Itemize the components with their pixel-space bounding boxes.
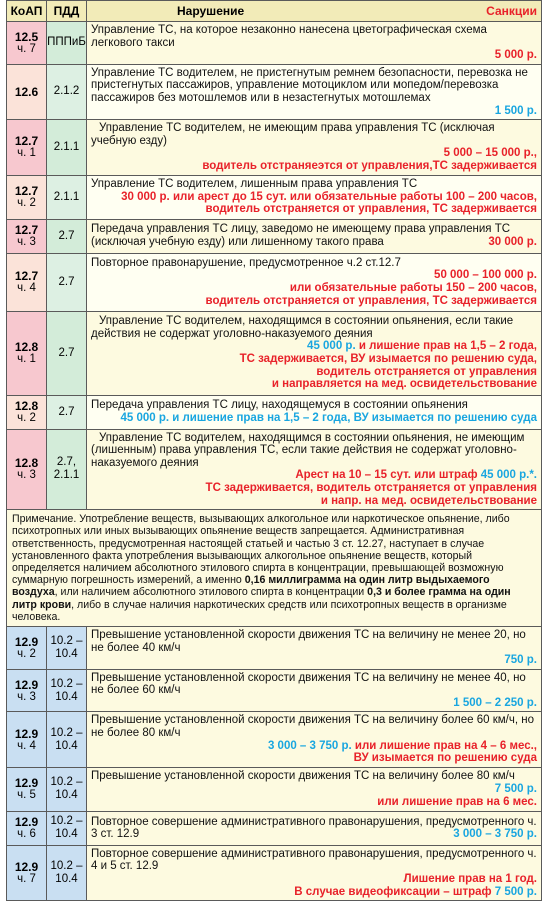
sanction-text: 7 500 р. bbox=[494, 783, 537, 796]
table-row bbox=[7, 253, 542, 311]
sanction-text: 1 500 р. bbox=[494, 104, 537, 117]
table-row bbox=[7, 811, 542, 845]
violation-text-body: Передача управления ТС лицу, заведомо не имеющему права управления ТС (исключая учебную езду) или лишенному такого права bbox=[91, 223, 511, 249]
sanction-text: водитель отстраняеэтся от управления,ТС задерживается bbox=[202, 159, 537, 172]
violation-text: Управление ТС водителем, находящимся в состоянии опьянения, не имеющим (лишенным) права управления ТС, если такие действия не содержат уголовно-наказуемого деяния bbox=[91, 431, 525, 469]
table-row bbox=[7, 767, 542, 811]
violation-text bbox=[91, 816, 537, 841]
violation-cell bbox=[87, 767, 542, 811]
violation-text: Управление ТС, на которое незаконно нанесена цветографическая схема легкового такси bbox=[91, 24, 487, 49]
sanction-text: или обязательные работы 150 – 200 часов, bbox=[289, 282, 537, 295]
sanction-text: ВУ изымается по решению суда bbox=[353, 752, 537, 765]
table-row bbox=[7, 429, 542, 510]
violation-cell bbox=[87, 311, 542, 395]
article-number: 12.7 bbox=[14, 134, 39, 149]
article-number: 12.5 bbox=[14, 29, 39, 44]
sanction-text: 30 000 р. или арест до 15 сут. или обязательные работы 100 – 200 часов, bbox=[121, 190, 537, 203]
note-text: , или наличием абсолютного этилового спирта в концентрации bbox=[54, 586, 368, 599]
sanction-text: 5 000 р. bbox=[494, 49, 537, 62]
sanction-text: 750 р. bbox=[504, 654, 537, 667]
koap-cell bbox=[7, 669, 47, 712]
sanction-amount: 3 000 – 3 750 р. bbox=[267, 739, 352, 752]
koap-cell bbox=[7, 767, 47, 811]
article-part: ч. 1 bbox=[17, 353, 36, 366]
violation-text: Превышение установленной скорости движения ТС на величину более 80 км/ч bbox=[91, 770, 515, 783]
article-part: ч. 2 bbox=[17, 412, 36, 425]
koap-cell bbox=[7, 120, 47, 175]
violation-text: Превышение установленной скорости движения ТС на величину не менее 20, но не более 40 км/ч bbox=[91, 628, 526, 654]
pdd-cell: 10.2 – 10.4 bbox=[47, 767, 87, 811]
article-number: 12.8 bbox=[14, 340, 39, 355]
table-row bbox=[7, 395, 542, 429]
note-bold: 0,3 и более грамма на один литр крови bbox=[12, 586, 511, 611]
koap-cell bbox=[7, 712, 47, 767]
pdd-cell: 10.2 – 10.4 bbox=[47, 626, 87, 669]
violation-text: Превышение установленной скорости движения ТС на величину более 60 км/ч, но не более 80 км/ч bbox=[91, 714, 534, 740]
article-part: ч. 3 bbox=[17, 236, 36, 249]
violation-text: Управление ТС водителем, не пристегнутым ремнем безопасности, перевозка не пристегнутых пассажиров, управление мотоциклом или мопедом/перевозка пассажиров без мотошлемов или в незастегнутых мотошлемах bbox=[91, 66, 528, 104]
article-part: ч. 2 bbox=[17, 197, 36, 210]
sanction-amount: 45 000 р. bbox=[307, 340, 356, 353]
sanction-text: Арест на 10 – 15 сут. или штраф bbox=[295, 469, 481, 482]
table-row bbox=[7, 845, 542, 900]
table-row bbox=[7, 120, 542, 175]
pdd-cell: 2.7 bbox=[47, 253, 87, 311]
note-cell bbox=[7, 510, 542, 627]
pdd-cell: 2.1.2 bbox=[47, 64, 87, 119]
violation-text: Повторное правонарушение, предусмотренное ч.2 ст.12.7 bbox=[91, 256, 401, 269]
pdd-cell: 2.7 bbox=[47, 219, 87, 253]
article-number: 12.9 bbox=[14, 634, 39, 649]
violation-text: Управление ТС водителем, не имеющим права управления ТС (исключая учебную езду) bbox=[91, 122, 495, 147]
pdd-cell: 2.7 bbox=[47, 395, 87, 429]
article-number: 12.8 bbox=[14, 399, 39, 414]
koap-cell bbox=[7, 175, 47, 219]
pdd-cell: 2.7 bbox=[47, 311, 87, 395]
violation-text: Повторное совершение административного правонарушения, предусмотренного ч. 4 и 5 ст. 12.9 bbox=[91, 847, 537, 873]
article-part: ч. 2 bbox=[17, 647, 36, 660]
koap-cell bbox=[7, 429, 47, 510]
violation-cell bbox=[87, 120, 542, 175]
koap-cell bbox=[7, 395, 47, 429]
table-row bbox=[7, 175, 542, 219]
header-pdd: ПДД bbox=[47, 1, 87, 22]
article-part: ч. 1 bbox=[17, 147, 36, 160]
violation-cell bbox=[87, 253, 542, 311]
pdd-cell: 10.2 – 10.4 bbox=[47, 845, 87, 900]
article-part: ч. 3 bbox=[17, 690, 36, 703]
koap-cell bbox=[7, 219, 47, 253]
header-violation bbox=[87, 1, 542, 22]
violation-cell bbox=[87, 712, 542, 767]
table-row bbox=[7, 311, 542, 395]
koap-cell bbox=[7, 22, 47, 65]
violation-cell bbox=[87, 429, 542, 510]
sanction-text: 1 500 – 2 250 р. bbox=[453, 696, 537, 709]
sanction-line bbox=[91, 469, 537, 482]
note-text: , либо в случае наличия наркотических средств или психотропных веществ в организме человека. bbox=[12, 598, 507, 623]
article-part: ч. 4 bbox=[17, 282, 36, 295]
violation-text-body: Повторное совершение административного правонарушения, предусмотренного ч. 3 ст. 12.9 bbox=[91, 815, 537, 841]
pdd-cell: 2.1.1 bbox=[47, 175, 87, 219]
table-row bbox=[7, 669, 542, 712]
sanction-text: 5 000 – 15 000 р., bbox=[443, 147, 537, 160]
pdd-cell: ПППиБ bbox=[47, 22, 87, 65]
sanction-text: 30 000 р. bbox=[488, 236, 537, 249]
koap-cell bbox=[7, 64, 47, 119]
koap-cell bbox=[7, 626, 47, 669]
table-row bbox=[7, 64, 542, 119]
violation-text: Управление ТС водителем, лишенным права управления ТС bbox=[91, 178, 418, 191]
koap-cell bbox=[7, 311, 47, 395]
sanction-text: водитель отстраняется от управления, ТС задерживается bbox=[205, 294, 537, 307]
pdd-cell: 10.2 – 10.4 bbox=[47, 669, 87, 712]
pdd-cell: 2.1.1 bbox=[47, 120, 87, 175]
fines-table bbox=[6, 0, 542, 901]
sanction-text: и направляется на мед. освидетельствование bbox=[271, 378, 537, 391]
article-number: 12.6 bbox=[14, 84, 39, 99]
violation-cell bbox=[87, 811, 542, 845]
note-row bbox=[7, 510, 542, 627]
article-number: 12.9 bbox=[14, 677, 39, 692]
table-header bbox=[7, 1, 542, 22]
article-number: 12.9 bbox=[14, 860, 39, 875]
article-number: 12.7 bbox=[14, 184, 39, 199]
sanction-text: ТС задерживается, водитель отстраняется от управления bbox=[205, 481, 537, 494]
sanction-text: 50 000 – 100 000 р. bbox=[434, 269, 537, 282]
violation-cell bbox=[87, 395, 542, 429]
table-row bbox=[7, 626, 542, 669]
article-part: ч. 6 bbox=[17, 828, 36, 841]
table-row bbox=[7, 22, 542, 65]
violation-cell bbox=[87, 845, 542, 900]
koap-cell bbox=[7, 845, 47, 900]
note-bold: 0,16 миллиграмма на один литр выдыхаемого воздуха bbox=[12, 574, 490, 599]
sanction-text: или лишение прав на 4 – 6 мес., bbox=[351, 739, 537, 752]
violation-cell bbox=[87, 22, 542, 65]
violation-cell bbox=[87, 219, 542, 253]
pdd-cell: 2.7, 2.1.1 bbox=[47, 429, 87, 510]
article-part: ч. 4 bbox=[17, 739, 36, 752]
violation-cell bbox=[87, 669, 542, 712]
article-number: 12.7 bbox=[14, 223, 39, 238]
sanction-amount: 7 500 р. bbox=[494, 885, 537, 898]
sanction-text: 3 000 – 3 750 р. bbox=[453, 828, 537, 841]
sanction-text: ТС задерживается, ВУ изымается по решению суда, bbox=[239, 353, 537, 366]
violation-cell bbox=[87, 626, 542, 669]
sanction-text: и напр. на мед. освидетельствование bbox=[320, 494, 537, 507]
note-text: Примечание. Употребление веществ, вызывающих алкогольное или наркотическое опьянение, либо психотропных или иных вызывающих опьянение веществ запрещается. Административная ответственность, предусмотренная настоящей статьей и частью 3 ст. 12.27, наступает в случае установленного факта употребления вызывающих алкогольное опьянение веществ, который определяется наличием абсолютного этилового спирта в концентрации, превышающей возможную суммарную погрешность измерений, а именно bbox=[12, 513, 510, 587]
pdd-cell: 10.2 – 10.4 bbox=[47, 712, 87, 767]
sanction-line bbox=[91, 740, 537, 753]
koap-cell bbox=[7, 253, 47, 311]
sanction-text: водитель отстраняется от управления, ТС задерживается bbox=[205, 203, 537, 216]
violation-text: Управление ТС водителем, находящимся в состоянии опьянения, если такие действия не содержат уголовно-наказуемого деяния bbox=[91, 315, 514, 340]
header-sanctions: Санкции bbox=[486, 4, 537, 18]
pdd-cell: 10.2 – 10.4 bbox=[47, 811, 87, 845]
article-part: ч. 7 bbox=[17, 42, 36, 55]
sanction-text: и лишение прав на 1,5 – 2 года, bbox=[355, 340, 537, 353]
article-part: ч. 5 bbox=[17, 789, 36, 802]
article-number: 12.9 bbox=[14, 776, 39, 791]
violation-text bbox=[91, 223, 537, 248]
sanction-text: Лишение прав на 1 год. bbox=[403, 873, 537, 886]
article-number: 12.9 bbox=[14, 726, 39, 741]
koap-cell bbox=[7, 811, 47, 845]
article-part: ч. 3 bbox=[17, 469, 36, 482]
table-row bbox=[7, 712, 542, 767]
violation-cell bbox=[87, 175, 542, 219]
table-row bbox=[7, 219, 542, 253]
article-part: ч. 7 bbox=[17, 873, 36, 886]
article-number: 12.7 bbox=[14, 269, 39, 284]
sanction-text: или лишение прав на 6 мес. bbox=[377, 795, 537, 808]
header-violation-label: Нарушение bbox=[177, 4, 245, 18]
header-koap: КоАП bbox=[7, 1, 47, 22]
violation-cell bbox=[87, 64, 542, 119]
sanction-text: В случае видеофиксации – штраф bbox=[294, 885, 495, 898]
article-number: 12.8 bbox=[14, 456, 39, 471]
violation-text: Передача управления ТС лицу, находящемуся в состоянии опьянения bbox=[91, 399, 468, 412]
fines-table-page bbox=[6, 0, 541, 898]
sanction-text: 45 000 р. и лишение прав на 1,5 – 2 года, ВУ изымается по решению суда bbox=[120, 412, 537, 425]
article-number: 12.9 bbox=[14, 815, 39, 830]
sanction-line bbox=[91, 886, 537, 899]
sanction-text: водитель отстраняется от управления bbox=[316, 365, 537, 378]
violation-text: Превышение установленной скорости движения ТС на величину не менее 40, но не более 60 км/ч bbox=[91, 671, 526, 697]
sanction-line bbox=[91, 340, 537, 353]
sanction-amount: 45 000 р.*. bbox=[480, 469, 537, 482]
